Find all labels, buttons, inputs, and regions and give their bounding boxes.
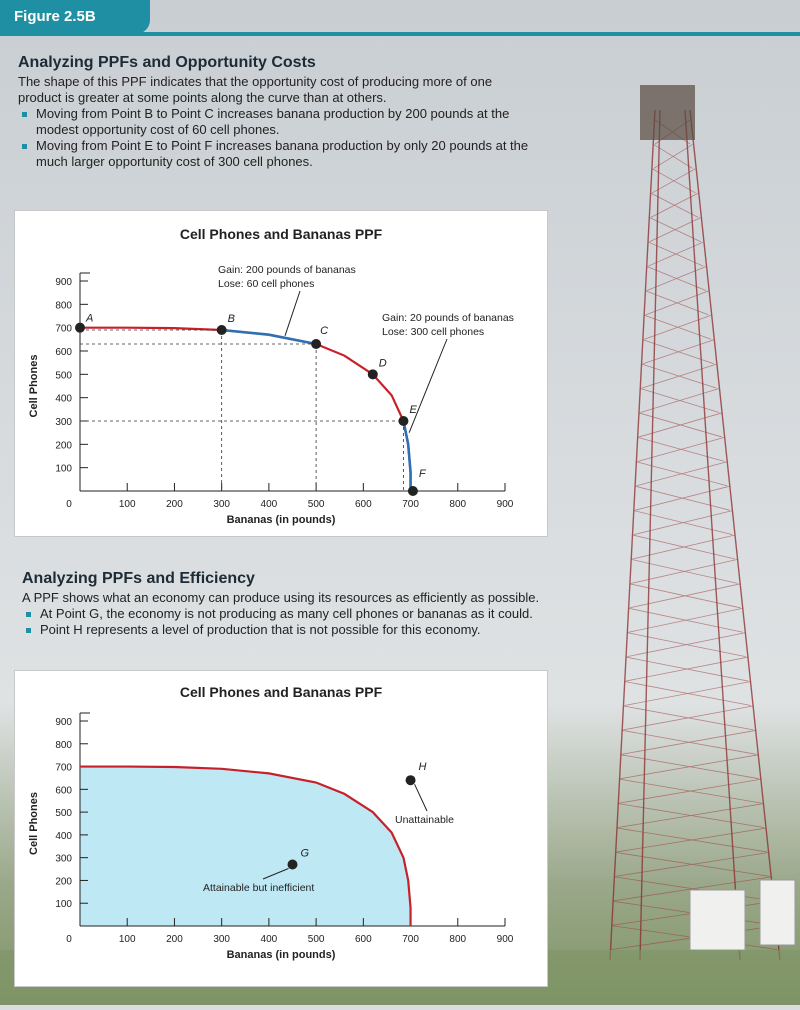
point-d	[368, 369, 378, 379]
x-tick-label: 600	[354, 499, 372, 510]
point-f	[408, 486, 418, 496]
x-axis-label: Bananas (in pounds)	[226, 514, 336, 526]
point-label: D	[378, 357, 387, 370]
annotation-attainable: Attainable but inefficient	[203, 882, 315, 894]
annotation-leader-2	[409, 339, 447, 433]
y-tick-label: 400	[55, 393, 72, 405]
y-tick-label: 900	[55, 277, 72, 288]
y-tick-label: 200	[55, 876, 72, 888]
y-axis-label: Cell Phones	[28, 354, 40, 418]
ppf-curve	[80, 328, 411, 491]
section1-bullet: Moving from Point E to Point F increases banana production by only 20 pounds at the much larger opportunity cost of 300 cell phones.	[32, 138, 538, 170]
point-c	[311, 339, 321, 349]
x-tick-label: 300	[213, 934, 231, 945]
y-axis-label: Cell Phones	[28, 792, 40, 855]
x-tick-label: 400	[260, 499, 278, 510]
point-e	[398, 416, 408, 426]
x-tick-label: 100	[118, 499, 136, 510]
point-label: B	[227, 313, 236, 325]
x-tick-label: 700	[402, 934, 419, 945]
origin-label: 0	[66, 499, 72, 510]
section2-bullet: At Point G, the economy is not producing as many cell phones or bananas as it could.	[36, 606, 562, 622]
section-opportunity-costs	[18, 54, 538, 170]
section2-title: Analyzing PPFs and Efficiency	[22, 570, 255, 587]
y-tick-label: 400	[55, 830, 72, 842]
point-label: G	[300, 847, 310, 860]
point-label: C	[320, 325, 329, 337]
annotation-gain-1: Gain: 200 pounds of bananas	[218, 264, 356, 276]
point-h	[406, 775, 416, 785]
y-tick-label: 300	[55, 417, 72, 428]
point-a	[75, 323, 85, 333]
point-label: H	[418, 761, 427, 774]
x-tick-label: 800	[449, 499, 467, 510]
ppf-highlight-segment	[222, 330, 316, 344]
section1-intro: The shape of this PPF indicates that the opportunity cost of producing more of one product is greater at some points along the curve than at others.	[18, 74, 493, 105]
ppf-chart-efficiency	[15, 671, 547, 986]
header-rule	[0, 32, 800, 36]
origin-label: 0	[66, 934, 72, 945]
x-axis-label: Bananas (in pounds)	[226, 949, 336, 961]
x-tick-label: 300	[213, 499, 231, 510]
y-tick-label: 800	[55, 300, 72, 312]
y-tick-label: 500	[55, 808, 72, 820]
chart-panel-2	[14, 670, 548, 987]
annotation-leader-1	[285, 291, 300, 336]
chart-title: Cell Phones and Bananas PPF	[179, 684, 383, 700]
x-tick-label: 900	[496, 499, 514, 510]
annotation-unattainable: Unattainable	[395, 814, 454, 826]
y-tick-label: 800	[55, 739, 72, 751]
point-b	[217, 325, 227, 335]
y-tick-label: 600	[55, 347, 72, 358]
section-efficiency	[22, 570, 562, 638]
ppf-chart-opportunity-cost	[15, 211, 547, 536]
point-g	[288, 860, 298, 870]
y-tick-label: 200	[55, 440, 72, 452]
annotation-lose-1: Lose: 60 cell phones	[218, 278, 315, 290]
x-tick-label: 600	[354, 934, 372, 945]
attainable-region	[80, 767, 411, 926]
chart-panel-1	[14, 210, 548, 537]
point-label: E	[409, 404, 417, 416]
section1-bullet: Moving from Point B to Point C increases banana production by 200 pounds at the modest opportunity cost of 60 cell phones.	[32, 106, 538, 138]
section1-title: Analyzing PPFs and Opportunity Costs	[18, 54, 316, 71]
chart-title: Cell Phones and Bananas PPF	[179, 226, 383, 242]
section2-intro: A PPF shows what an economy can produce using its resources as efficiently as possible.	[22, 590, 540, 605]
annotation-lose-2: Lose: 300 cell phones	[382, 326, 485, 338]
y-tick-label: 100	[55, 463, 72, 475]
x-tick-label: 800	[449, 934, 467, 945]
x-tick-label: 400	[260, 934, 278, 945]
point-label: A	[86, 312, 94, 325]
figure-label: Figure 2.5B	[0, 0, 150, 34]
x-tick-label: 200	[166, 934, 183, 945]
y-tick-label: 600	[55, 785, 72, 797]
y-tick-label: 700	[55, 323, 72, 335]
x-tick-label: 100	[118, 934, 136, 945]
section2-bullet: Point H represents a level of production that is not possible for this economy.	[36, 622, 562, 638]
y-tick-label: 300	[55, 853, 72, 865]
y-tick-label: 700	[55, 762, 72, 774]
x-tick-label: 500	[307, 499, 325, 510]
x-tick-label: 700	[402, 499, 419, 510]
y-tick-label: 900	[55, 717, 72, 728]
x-tick-label: 200	[166, 499, 183, 510]
x-tick-label: 900	[496, 934, 514, 945]
y-tick-label: 100	[55, 899, 72, 911]
annotation-leader-h	[415, 784, 427, 811]
point-label: F	[418, 468, 426, 480]
x-tick-label: 500	[307, 934, 325, 945]
annotation-gain-2: Gain: 20 pounds of bananas	[382, 312, 514, 324]
y-tick-label: 500	[55, 370, 72, 382]
